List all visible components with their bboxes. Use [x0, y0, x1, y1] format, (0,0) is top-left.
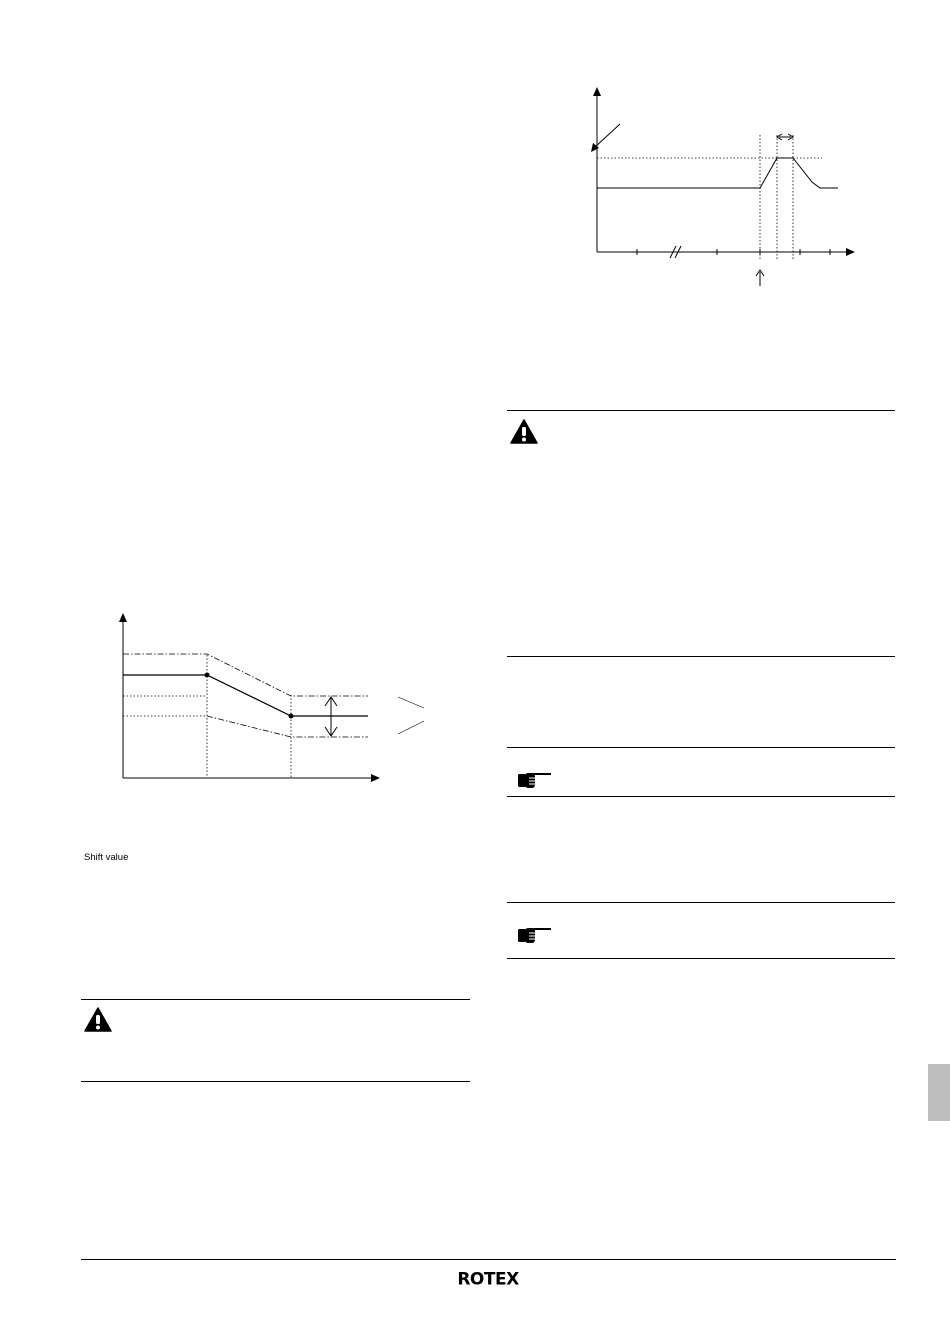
shift-breakpoint-2: [289, 714, 294, 719]
shift-x-arrowhead: [371, 774, 380, 782]
shift-diagram: [115, 610, 435, 785]
shift-y-arrowhead: [119, 613, 127, 622]
warning-triangle-icon: [510, 419, 538, 444]
right-warning-top-rule: [507, 410, 895, 411]
right-warning-bottom-rule: [507, 656, 895, 657]
rotex-logo-text: ROTEX: [457, 1269, 519, 1290]
shift-breakpoint-1: [205, 673, 210, 678]
right-note1-bottom-rule: [507, 796, 895, 797]
shift-reference-lines: [123, 696, 207, 716]
pointing-hand-icon: [518, 925, 554, 945]
shift-bracket-upper: [398, 697, 424, 708]
right-note2-top-rule: [507, 902, 895, 903]
footer-rule: [81, 1259, 896, 1260]
chapter-side-tab: [928, 1064, 950, 1121]
shift-value-label: Shift value: [84, 852, 129, 863]
rotex-logo: [455, 1268, 521, 1288]
timing-pointer-line: [594, 124, 620, 148]
timing-x-arrowhead: [846, 248, 855, 256]
right-note1-top-rule: [507, 747, 895, 748]
timing-y-arrowhead: [593, 87, 601, 96]
left-warning-bottom-rule: [81, 1081, 470, 1082]
timing-signal-curve: [597, 158, 838, 188]
shift-vertical-markers: [207, 655, 291, 778]
timing-vertical-markers: [760, 135, 793, 260]
timing-diagram: [585, 84, 860, 289]
shift-lower-limit-curve: [207, 716, 368, 737]
warning-triangle-icon: [84, 1007, 112, 1032]
pointing-hand-icon: [518, 770, 554, 790]
shift-bracket-lower: [398, 721, 424, 734]
left-warning-top-rule: [81, 999, 470, 1000]
right-note2-bottom-rule: [507, 958, 895, 959]
